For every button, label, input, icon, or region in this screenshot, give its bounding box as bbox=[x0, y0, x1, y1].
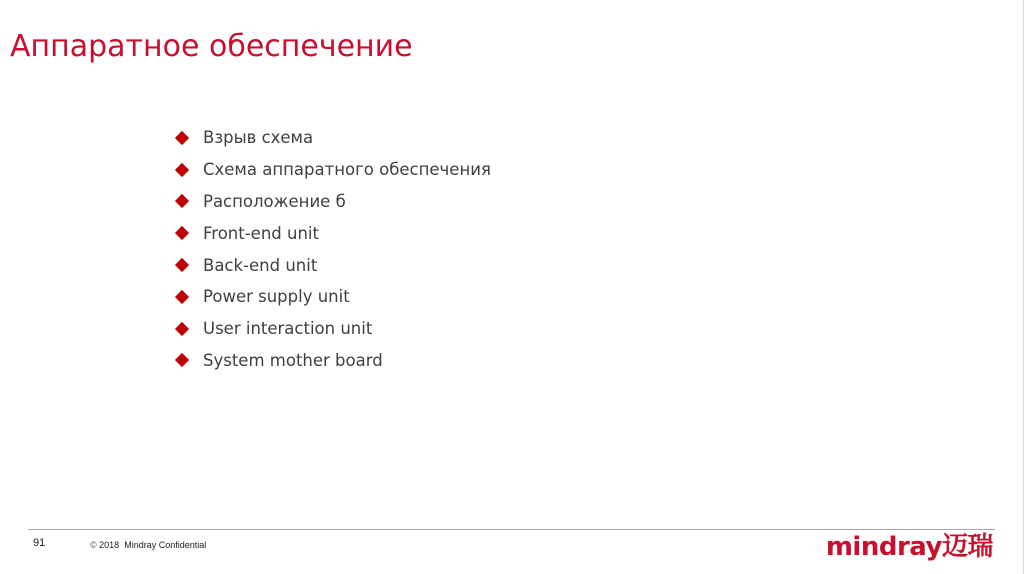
copyright-year: 2018 bbox=[99, 540, 120, 550]
list-item bbox=[175, 122, 491, 154]
list-item bbox=[175, 217, 491, 249]
bullet-text: System mother board bbox=[203, 350, 383, 370]
copyright-symbol: © bbox=[90, 540, 97, 550]
list-item bbox=[175, 313, 491, 345]
page-number: 91 bbox=[33, 537, 46, 549]
bullet-text: Расположение б bbox=[203, 191, 346, 211]
diamond-bullet-icon bbox=[175, 226, 189, 240]
list-item bbox=[175, 186, 491, 218]
diamond-bullet-icon bbox=[175, 131, 189, 145]
list-item bbox=[175, 154, 491, 186]
copyright-text: Mindray Confidential bbox=[124, 540, 207, 550]
diamond-bullet-icon bbox=[175, 163, 189, 177]
bullet-text: Back-end unit bbox=[203, 255, 318, 275]
bullet-text: Взрыв схема bbox=[203, 128, 314, 148]
diamond-bullet-icon bbox=[175, 290, 189, 304]
bullet-text: Front-end unit bbox=[203, 223, 319, 243]
list-item bbox=[175, 345, 491, 377]
bullet-text: User interaction unit bbox=[203, 319, 373, 339]
bullet-text: Power supply unit bbox=[203, 287, 350, 307]
bullet-text: Схема аппаратного обеспечения bbox=[203, 160, 491, 180]
diamond-bullet-icon bbox=[175, 194, 189, 208]
diamond-bullet-icon bbox=[175, 353, 189, 367]
list-item bbox=[175, 249, 491, 281]
diamond-bullet-icon bbox=[175, 258, 189, 272]
diamond-bullet-icon bbox=[175, 322, 189, 336]
slide-title: Аппаратное обеспечение bbox=[10, 29, 413, 64]
list-item bbox=[175, 281, 491, 313]
bullet-list bbox=[175, 122, 491, 376]
copyright-notice bbox=[90, 540, 206, 550]
mindray-logo: mindray迈瑞 bbox=[825, 532, 993, 562]
